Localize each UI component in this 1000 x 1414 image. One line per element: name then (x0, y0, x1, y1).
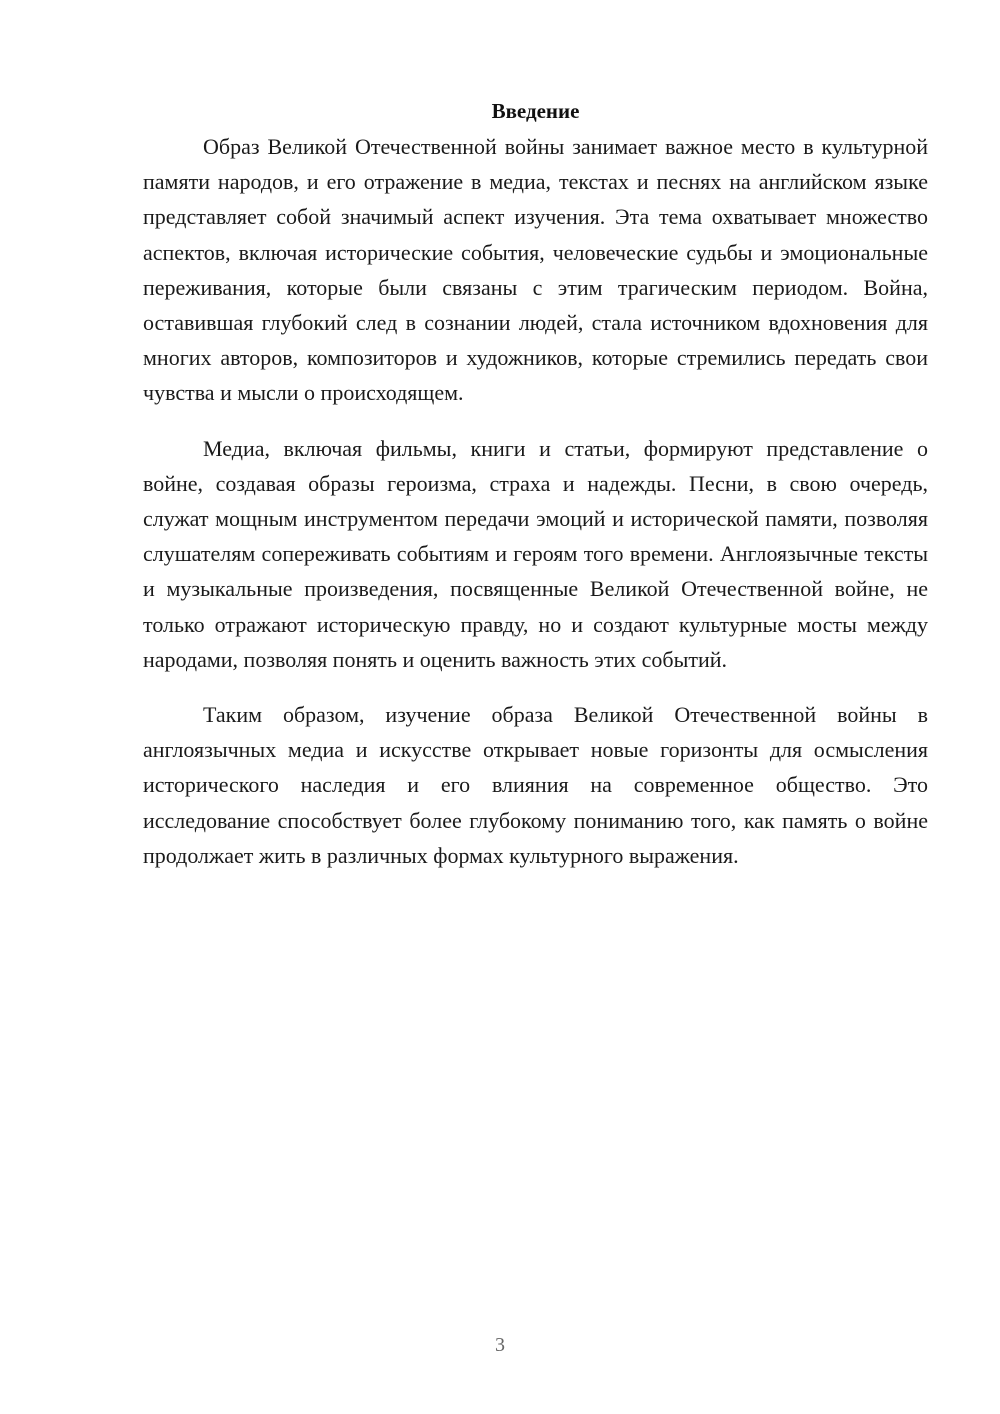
paragraph: Медиа, включая фильмы, книги и статьи, формируют представление о войне, создавая образы героизма, страха и надежды. Песни, в свою очередь, служат мощным инструментом передачи эмоций и исторической памяти, позволяя слушателям сопереживать событиям и героям того времени. Англоязычные тексты и музыкальные произведения, посвященные Великой Отечественной войне, не только отражают историческую правду, но и создают культурные мосты между народами, позволяя понять и оценить важность этих событий. (143, 435, 928, 672)
page-number: 3 (495, 1334, 505, 1356)
paragraph: Образ Великой Отечественной войны занимает важное место в культурной памяти народов, и его отражение в медиа, текстах и песнях на английском языке представляет собой значимый аспект изучения. Эта тема охватывает множество аспектов, включая исторические события, человеческие судьбы и эмоциональные переживания, которые были связаны с этим трагическим периодом. Война, оставившая глубокий след в сознании людей, стала источником вдохновения для многих авторов, композиторов и художников, которые стремились передать свои чувства и мысли о происходящем. (143, 134, 928, 406)
paragraph: Таким образом, изучение образа Великой Отечественной войны в англоязычных медиа и искусстве открывает новые горизонты для осмысления исторического наследия и его влияния на современное общество. Это исследование способствует более глубокому пониманию того, как память о войне продолжает жить в различных формах культурного выражения. (143, 702, 928, 868)
page-content (143, 94, 928, 893)
section-title: Введение (491, 99, 580, 123)
